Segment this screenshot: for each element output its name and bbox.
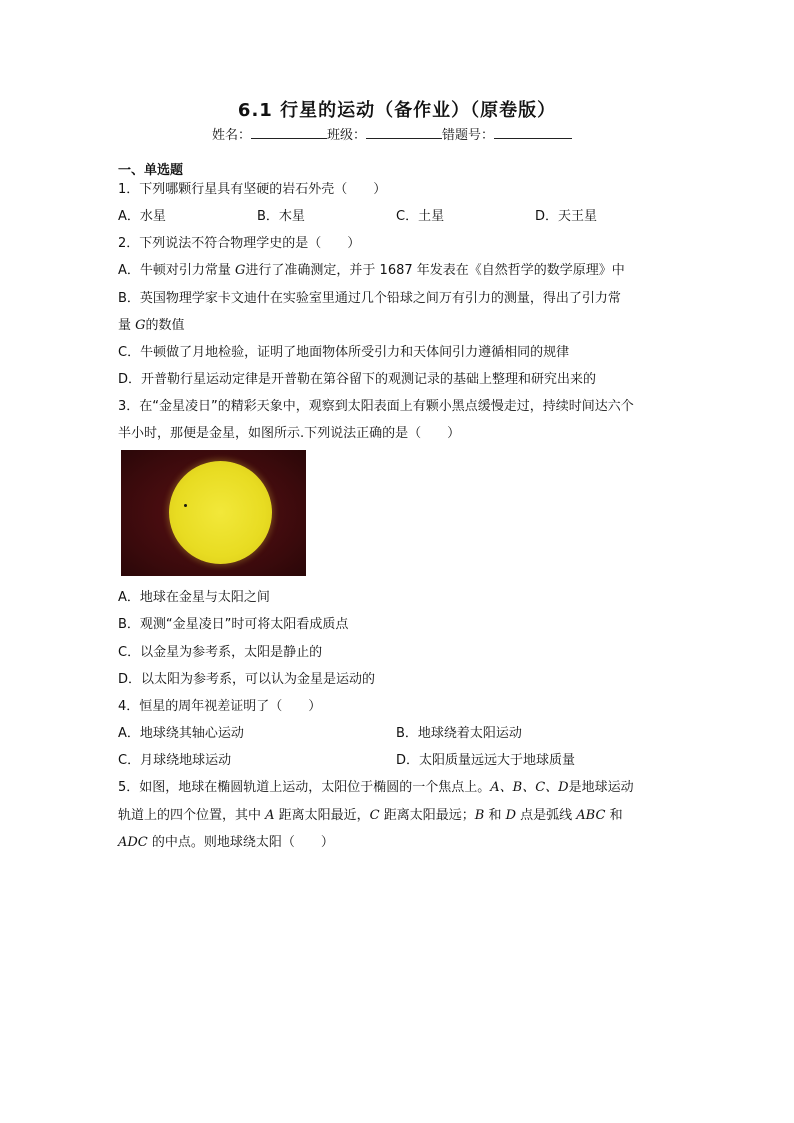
q3-option-a: A．地球在金星与太阳之间: [118, 590, 270, 605]
class-label: 班级：: [327, 128, 367, 143]
venus-transit-photo: [121, 450, 306, 576]
q4-option-d: D．太阳质量远远大于地球质量: [396, 753, 576, 768]
q1-option-b: B．木星: [257, 209, 305, 224]
sun-disc: [169, 461, 272, 564]
student-info-line: [212, 124, 572, 143]
q3-option-d: D．以太阳为参考系，可以认为金星是运动的: [118, 672, 376, 687]
q2-stem: 2．下列说法不符合物理学史的是（ ）: [118, 236, 361, 251]
q1-option-d: D．天王星: [535, 209, 598, 224]
q2-option-b-line2: 量 G的数值: [118, 318, 185, 333]
q3-option-b: B．观测“金星凌日”时可将太阳看成质点: [118, 617, 349, 632]
wrong-questions-label: 错题号：: [442, 128, 495, 143]
q4-option-c: C．月球绕地球运动: [118, 753, 232, 768]
name-blank: [251, 126, 327, 139]
q4-option-b: B．地球绕着太阳运动: [396, 726, 522, 741]
q4-option-a: A．地球绕其轴心运动: [118, 726, 244, 741]
name-label: 姓名：: [212, 128, 252, 143]
q3-option-c: C．以金星为参考系，太阳是静止的: [118, 645, 323, 660]
q4-stem: 4．恒星的周年视差证明了（ ）: [118, 699, 322, 714]
wrong-questions-blank: [494, 126, 572, 139]
q5-stem-line1: 5．如图，地球在椭圆轨道上运动，太阳位于椭圆的一个焦点上。A、B、C、D是地球运动: [118, 780, 634, 795]
q2-option-c: C．牛顿做了月地检验，证明了地面物体所受引力和天体间引力遵循相同的规律: [118, 345, 570, 360]
q5-stem-line2: 轨道上的四个位置，其中 A 距离太阳最近，C 距离太阳最远；B 和 D 点是弧线 ABC 和: [118, 808, 623, 823]
q2-option-b-line1: B．英国物理学家卡文迪什在实验室里通过几个铅球之间万有引力的测量，得出了引力常: [118, 291, 621, 306]
q3-stem-line1: 3．在“金星凌日”的精彩天象中，观察到太阳表面上有颗小黑点缓慢走过，持续时间达六个: [118, 399, 634, 414]
class-blank: [366, 126, 442, 139]
q3-stem-line2: 半小时，那便是金星，如图所示.下列说法正确的是（ ）: [118, 426, 461, 441]
section-title: 一、单选题: [118, 163, 184, 178]
q1-option-c: C．土星: [396, 209, 445, 224]
page-title: 6.1 行星的运动（备作业）（原卷版）: [237, 100, 557, 121]
q1-option-a: A．水星: [118, 209, 166, 224]
venus-dot: [184, 504, 187, 507]
q5-stem-line3: ADC 的中点。则地球绕太阳（ ）: [118, 835, 334, 850]
q2-option-d: D．开普勒行星运动定律是开普勒在第谷留下的观测记录的基础上整理和研究出来的: [118, 372, 597, 387]
q1-stem: 1．下列哪颗行星具有坚硬的岩石外壳（ ）: [118, 182, 387, 197]
q2-option-a: A．牛顿对引力常量 G进行了准确测定，并于 1687 年发表在《自然哲学的数学原理》中: [118, 263, 625, 278]
